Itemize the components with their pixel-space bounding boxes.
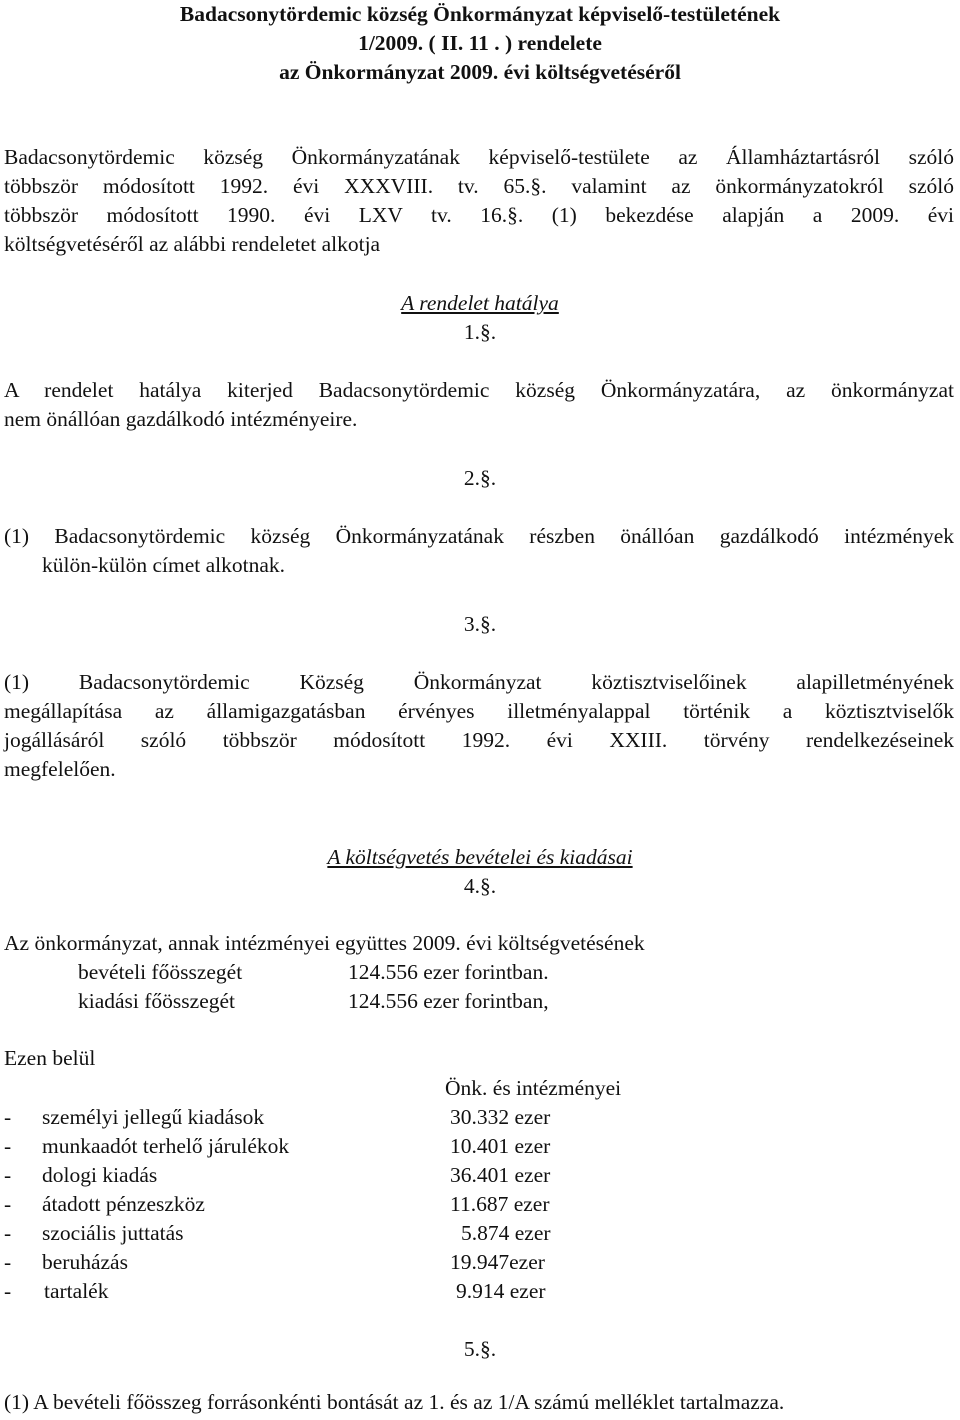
within-label: Ezen belül [4,1046,96,1070]
list-item-dash: - [4,1192,12,1216]
section-1-number: 1.§. [463,320,497,344]
section-4-heading: A költségvetés bevételei és kiadásai [327,845,633,869]
total-revenue-label: bevételi főösszegét [78,960,243,984]
section-3-line-2: megállapítása az államigazgatásban érvényes illetményalappal történik a köztisztviselők [4,699,954,723]
expense-item-value: 19.947ezer [450,1250,545,1274]
preamble-line-3: többször módosított 1990. évi LXV tv. 16.§. (1) bekezdése alapján a 2009. évi [4,203,954,227]
total-revenue-value: 124.556 ezer forintban. [348,960,549,984]
preamble-line-2: többször módosított 1992. évi XXXVIII. tv. 65.§. valamint az önkormányzatokról szóló [4,174,954,198]
list-item-dash: - [4,1134,12,1158]
expense-item-value: 5.874 ezer [461,1221,551,1245]
expense-item-label: tartalék [44,1279,109,1303]
section-3-line-3: jogállásáról szóló többször módosított 1992. évi XXIII. törvény rendelkezéseinek [4,728,954,752]
section-1-line-2: nem önállóan gazdálkodó intézményeire. [4,407,358,431]
section-2-line-1: (1) Badacsonytördemic község Önkormányzatának részben önállóan gazdálkodó intézmények [4,524,954,548]
document-title-line-2: 1/2009. ( II. 11 . ) rendelete [358,31,602,55]
section-3-line-4: megfelelően. [4,757,116,781]
expense-item-value: 11.687 ezer [450,1192,550,1216]
section-5-line-1: (1) A bevételi főösszeg forrásonkénti bontását az 1. és az 1/A számú melléklet tartalmazza. [4,1390,785,1414]
total-expenditure-value: 124.556 ezer forintban, [348,989,549,1013]
list-item-dash: - [4,1279,12,1303]
section-2-line-2: külön-külön címet alkotnak. [42,553,286,577]
expense-item-label: szociális juttatás [42,1221,184,1245]
expense-item-label: beruházás [42,1250,128,1274]
document-title-line-3: az Önkormányzat 2009. évi költségvetéséről [279,60,681,84]
section-3-number: 3.§. [463,612,497,636]
column-header: Önk. és intézményei [445,1076,622,1100]
expense-item-value: 30.332 ezer [450,1105,551,1129]
expense-item-label: dologi kiadás [42,1163,158,1187]
document-title-line-1: Badacsonytördemic község Önkormányzat képviselő-testületének [179,2,781,26]
preamble-line-4: költségvetéséről az alábbi rendeletet alkotja [4,232,381,256]
expense-item-label: munkaadót terhelő járulékok [42,1134,290,1158]
list-item-dash: - [4,1250,12,1274]
expense-item-value: 36.401 ezer [450,1163,551,1187]
section-4-number: 4.§. [463,874,497,898]
section-2-number: 2.§. [463,466,497,490]
expense-item-value: 9.914 ezer [456,1279,546,1303]
section-5-number: 5.§. [463,1337,497,1361]
section-1-heading: A rendelet hatálya [401,291,559,315]
expense-item-label: személyi jellegű kiadások [42,1105,265,1129]
total-expenditure-label: kiadási főösszegét [78,989,236,1013]
preamble-line-1: Badacsonytördemic község Önkormányzatának képviselő-testülete az Államháztartásról szóló [4,145,954,169]
list-item-dash: - [4,1221,12,1245]
list-item-dash: - [4,1105,12,1129]
section-4-intro: Az önkormányzat, annak intézményei együttes 2009. évi költségvetésének [4,931,645,955]
section-3-line-1: (1) Badacsonytördemic Község Önkormányzat köztisztviselőinek alapilletményének [4,670,954,694]
expense-item-label: átadott pénzeszköz [42,1192,205,1216]
list-item-dash: - [4,1163,12,1187]
section-1-line-1: A rendelet hatálya kiterjed Badacsonytördemic község Önkormányzatára, az önkormányzat [4,378,954,402]
expense-item-value: 10.401 ezer [450,1134,551,1158]
